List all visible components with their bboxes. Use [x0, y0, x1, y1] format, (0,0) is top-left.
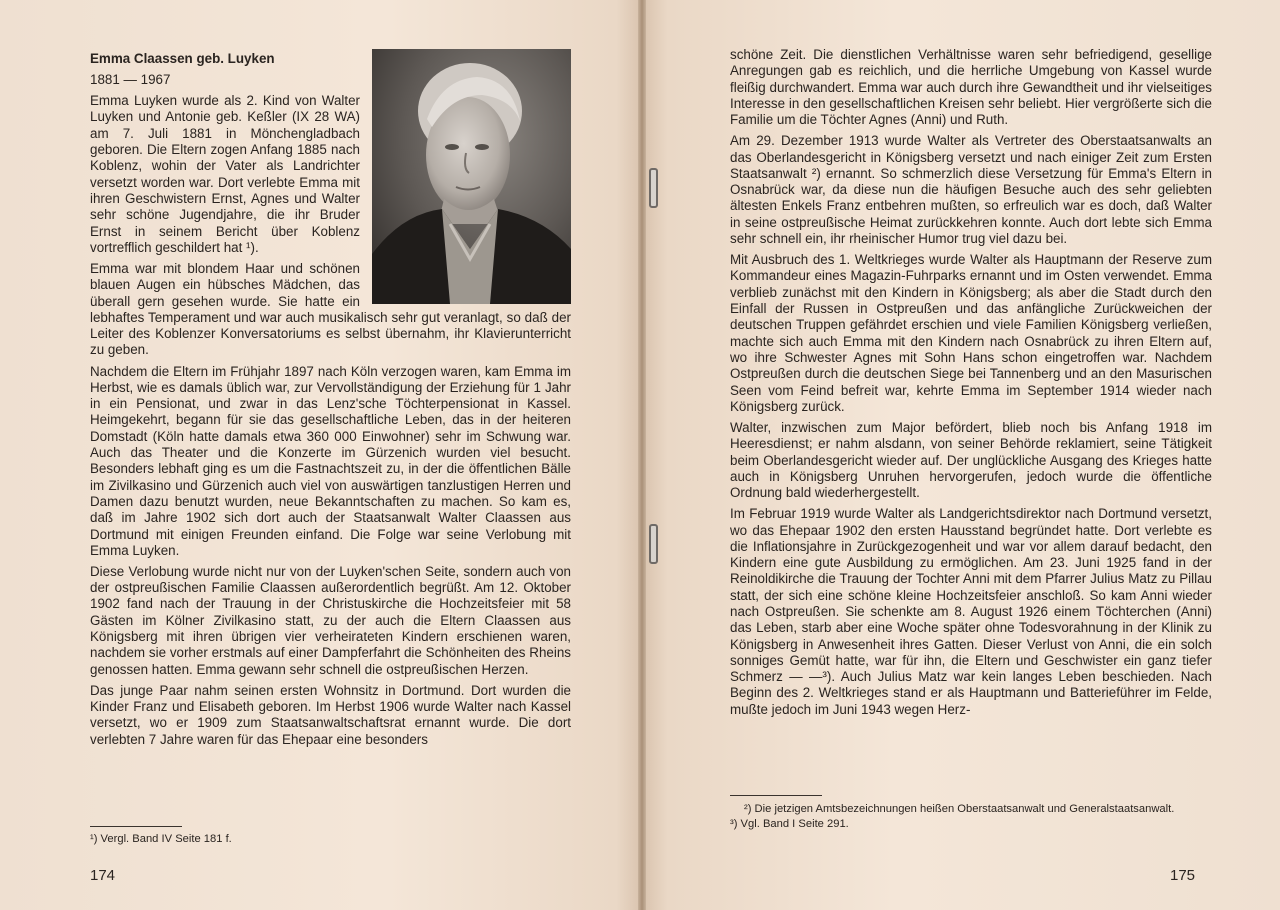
page-number: 175 [1170, 867, 1196, 884]
staple [649, 168, 658, 208]
page-number: 174 [90, 867, 116, 884]
right-text-column [730, 47, 1212, 723]
left-text-column [90, 51, 571, 753]
paragraph: Mit Ausbruch des 1. Weltkrieges wurde Walter als Hauptmann der Reserve zum Kommandeur eines Magazin-Fuhrparks ernannt und im Osten verwendet. Emma verblieb zunächst mit den Kindern in Königsberg; als aber die Stadt durch den Einfall der Russen in Ostpreußen und das anfängliche Zurückweichen der deutschen Truppen gefährdet erschien und viele Familien Königsberg verließen, machte sich auch Emma mit den Kindern nach Osnabrück zu ihren Eltern auf, wo ihre Schwester Agnes mit Sohn Hans schon eingetroffen war. Nachdem Ostpreußen durch die deutschen Siege bei Tannenberg und an den Masurischen Seen vom Feind befreit war, kehrte Emma im September 1914 wieder nach Königsberg zurück. [730, 252, 1212, 414]
footnote-rule [90, 826, 182, 827]
staple [649, 524, 658, 564]
article-title: Emma Claassen geb. Luyken [90, 51, 275, 66]
footnotes [730, 803, 1212, 832]
footnote: ³) Vgl. Band I Seite 291. [730, 817, 849, 830]
footnote: ²) Die jetzigen Amtsbezeichnungen heißen Oberstaatsanwalt und Generalstaatsanwalt. [744, 803, 1175, 815]
footnote-rule [730, 795, 822, 796]
paragraph: Diese Verlobung wurde nicht nur von der Luyken'schen Seite, sondern auch von der ostpreußischen Familie Claassen außerordentlich begrüßt. Am 12. Oktober 1902 fand nach der Trauung in der Christuskirche die Hochzeitsfeier mit 58 Gästen im Kölner Zivilkasino statt, zu der auch die Eltern Claassen aus Königsberg mit ihren übrigen vier verheirateten Kindern erschienen waren, nachdem sie vorher erstmals auf einer Dampferfahrt die Schönheiten des Rheins genossen hatten. Emma gewann sehr schnell die ostpreußischen Herzen. [90, 563, 571, 677]
book-gutter [638, 0, 646, 910]
paragraph: Nachdem die Eltern im Frühjahr 1897 nach Köln verzogen waren, kam Emma im Herbst, wie es damals üblich war, zur Vervollständigung der Erziehung für 1 Jahr in ein Pensionat, und zwar in das Lenz'sche Töchterpensionat in Kassel. Heimgekehrt, begann für sie das gesellschaftliche Leben, das in der heiteren Domstadt (Köln hatte damals etwa 360 000 Einwohner) sehr im Schwung war. Auch das Theater und die Konzerte im Gürzenich wurden viel besucht. Besonders lebhaft ging es um die Fastnachtszeit zu, in der die öffentlichen Bälle im Zivilkasino und Gürzenich auch viel von auswärtigen tanzlustigen Herren und Damen dazu benutzt wurden, neue Bekanntschaften zu machen. So kam es, daß im Jahre 1902 sich dort auch der Staatsanwalt Walter Claassen aus Dortmund mit einigen Freunden einfand. Die Folge war seine Verlobung mit Emma Luyken. [90, 363, 571, 558]
paragraph: Emma war mit blondem Haar und schönen blauen Augen ein hübsches Mädchen, das überall gern gesehen wurde. Sie hatte ein lebhaftes Temperament und war auch musikalisch sehr gut veranlagt, so daß der Leiter des Koblenzer Konversatoriums es selbst übernahm, ihr Klavierunterricht zu geben. [90, 260, 571, 358]
footnotes [90, 833, 570, 848]
footnote: ¹) Vergl. Band IV Seite 181 f. [90, 833, 232, 845]
paragraph: Das junge Paar nahm seinen ersten Wohnsitz in Dortmund. Dort wurden die Kinder Franz und Elisabeth geboren. Im Herbst 1906 wurde Walter nach Kassel versetzt, wo er 1909 zum Staatsanwaltschaftsrat ernannt wurde. Die dort verlebten 7 Jahre waren für das Ehepaar eine besonders [90, 682, 571, 747]
paragraph: Emma Luyken wurde als 2. Kind von Walter Luyken und Antonie geb. Keßler (IX 28 WA) am 7. Juli 1881 in Mönchengladbach geboren. Die Eltern zogen Anfang 1885 nach Koblenz, wohin der Vater als Landrichter versetzt worden war. Dort verlebte Emma mit ihren Geschwistern Ernst, Agnes und Walter sehr schöne Jugendjahre, die ihr Bruder Ernst in seinem Bericht über Koblenz vortrefflich geschildert hat ¹). [90, 93, 360, 255]
paragraph: Im Februar 1919 wurde Walter als Landgerichtsdirektor nach Dortmund versetzt, wo das Ehepaar 1902 den ersten Hausstand begründet hatte. Dort verlebte es die Inflationsjahre in Zurückgezogenheit und war vor allem darauf bedacht, den Kindern eine gute Ausbildung zu ermöglichen. Am 23. Juni 1925 fand in der Reinoldikirche die Trauung der Tochter Anni mit dem Pfarrer Julius Matz zu Pillau statt, der sich eine schöne kleine Hochzeitsfeier anschloß. So kam Anni wieder nach Ostpreußen. Sie schenkte am 8. August 1926 einem Töchterchen (Anni) das Leben, starb aber eine Woche später ohne Todesvorahnung in der Klinik zu Königsberg in Anwesenheit ihres Gatten. Dieser Verlust von Anni, die ein solch sonniges Gemüt hatte, war für ihn, die Eltern und Geschwister ein ganz tiefer Schmerz — —³). Auch Julius Matz war kein langes Leben beschieden. Nach Beginn des 2. Weltkrieges stand er als Hauptmann und Batterieführer im Felde, mußte jedoch im Juni 1943 wegen Herz- [730, 506, 1212, 717]
paragraph: schöne Zeit. Die dienstlichen Verhältnisse waren sehr befriedigend, gesellige Anregungen gab es reichlich, und die herrliche Umgebung von Kassel wurde fleißig durchwandert. Emma war auch durch ihre Gewandtheit und ihr vielseitiges Interesse in den gesellschaftlichen Kreisen sehr beliebt. Hier vergrößerte sich die Familie um die Töchter Agnes (Anni) und Ruth. [730, 47, 1212, 128]
right-page [642, 0, 1280, 910]
life-years: 1881 — 1967 [90, 72, 171, 88]
paragraph: Am 29. Dezember 1913 wurde Walter als Vertreter des Oberstaatsanwalts an das Oberlandesgericht in Königsberg versetzt und nach einiger Zeit zum Ersten Staatsanwalt ²) ernannt. So schmerzlich diese Versetzung für Emma's Eltern in Osnabrück war, da diese nun die häufigen Besuche auch des sehr geliebten ältesten Enkels Franz entbehren mußten, so erfreulich war es doch, daß Walter in seine ostpreußische Heimat zurückkehren konnte. Auch dort lebte sich Emma sehr schnell ein, ihr rheinischer Humor trug viel dazu bei. [730, 133, 1212, 247]
portrait-photo [372, 49, 571, 304]
paragraph: Walter, inzwischen zum Major befördert, blieb noch bis Anfang 1918 im Heeresdienst; er nahm alsdann, von seiner Behörde reklamiert, seine Tätigkeit beim Oberlandesgericht wieder auf. Der unglückliche Ausgang des Krieges hatte auch in Königsberg Unruhen hervorgerufen, jedoch wurde die öffentliche Ordnung bald wiederhergestellt. [730, 419, 1212, 501]
